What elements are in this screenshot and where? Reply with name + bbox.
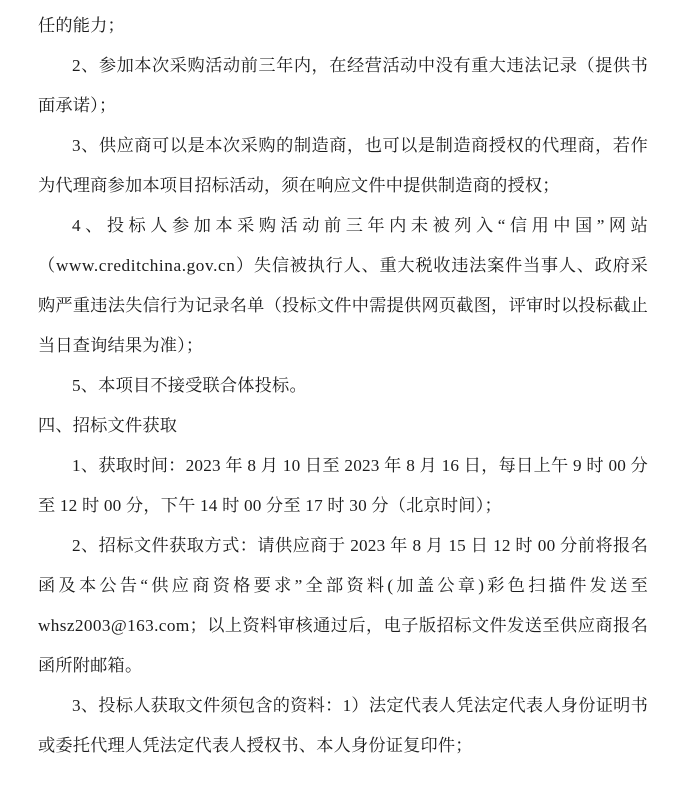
document-body: [38, 6, 648, 766]
para-item-4-credit-china: [38, 206, 648, 366]
para-acquisition-method: [38, 526, 648, 686]
para-item-3-manufacturer-agent: 3、供应商可以是本次采购的制造商，也可以是制造商授权的代理商，若作为代理商参加本项目招标活动，须在响应文件中提供制造商的授权；: [38, 136, 648, 195]
section-heading-tender-doc-acquisition: 四、招标文件获取: [38, 416, 178, 435]
para-item-4-text-before-url: 4、投标人参加本采购活动前三年内未被列入“信用中国”网站（: [38, 216, 648, 275]
para-capability-tail: 任的能力；: [38, 16, 125, 35]
para-item-5-no-consortium: 5、本项目不接受联合体投标。: [72, 376, 307, 395]
para-acquisition-time: 1、获取时间：2023 年 8 月 10 日至 2023 年 8 月 16 日，每日上午 9 时 00 分至 12 时 00 分，下午 14 时 00 分至 17 时 30 分（北京时间）；: [38, 456, 648, 515]
contact-email: whsz2003@163.com: [38, 616, 190, 635]
credit-china-url: www.creditchina.gov.cn: [55, 256, 236, 275]
para-item-4-text-after-url: ）失信被执行人、重大税收违法案件当事人、政府采购严重违法失信行为记录名单（投标文件中需提供网页截图，评审时以投标截止当日查询结果为准）；: [38, 256, 649, 355]
para-required-materials: 3、投标人获取文件须包含的资料：1）法定代表人凭法定代表人身份证明书或委托代理人凭法定代表人授权书、本人身份证复印件；: [38, 696, 648, 755]
para-acquisition-method-text-before-mail: 2、招标文件获取方式：请供应商于 2023 年 8 月 15 日 12 时 00 分前将报名函及本公告“供应商资格要求”全部资料(加盖公章)彩色扫描件发送至: [38, 536, 648, 595]
para-item-2-no-violation: 2、参加本次采购活动前三年内，在经营活动中没有重大违法记录（提供书面承诺）；: [38, 56, 648, 115]
para-acquisition-method-text-after-mail: ；以上资料审核通过后，电子版招标文件发送至供应商报名函所附邮箱。: [38, 616, 648, 675]
